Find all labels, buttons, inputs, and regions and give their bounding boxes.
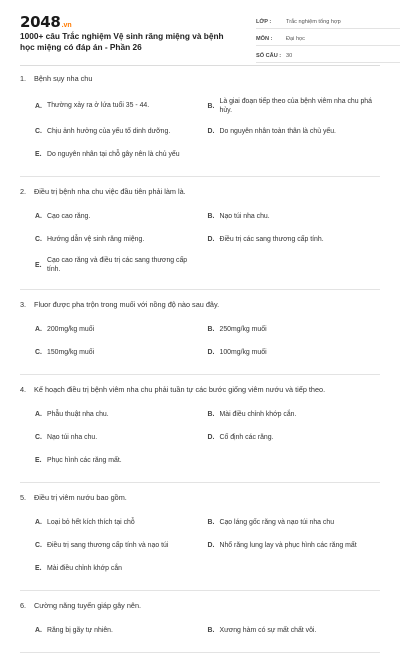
answer-letter: C.	[35, 434, 42, 441]
answer-text: Nhổ răng lung lay và phục hình các răng mất	[219, 541, 357, 549]
answer-text: Loại bỏ hết kích thích tại chỗ	[47, 518, 135, 526]
answer-option[interactable]	[208, 534, 381, 557]
answer-text: 250mg/kg muối	[219, 325, 267, 333]
answer-text: Là giai đoạn tiếp theo của bệnh viêm nha chu phá hủy.	[219, 97, 372, 114]
answer-option[interactable]	[35, 120, 208, 143]
answer-letter: D.	[207, 349, 215, 356]
answer-letter: C.	[35, 542, 42, 549]
answer-option[interactable]	[35, 403, 208, 426]
answer-letter: D.	[207, 542, 215, 549]
question-number: 1.	[20, 74, 27, 83]
answer-text: Mài điều chỉnh khớp cắn	[47, 564, 122, 572]
answer-text: Điều trị sang thương cấp tính và nạo túi	[47, 541, 169, 549]
meta-row	[256, 29, 400, 46]
answer-option[interactable]	[35, 205, 208, 228]
answer-option[interactable]	[208, 92, 381, 120]
answer-letter: A.	[35, 627, 42, 634]
answer-text: Cố định các răng.	[219, 433, 274, 441]
document-meta	[256, 12, 400, 63]
answer-letter: B.	[207, 213, 215, 220]
answer-option[interactable]	[35, 251, 208, 279]
document-title: 1000+ câu Trắc nghiệm Vệ sinh răng miệng và bệnh học miệng có đáp án - Phần 26	[20, 31, 224, 52]
question-text: Fluor được pha trộn trong muối với nồng độ nào sau đây.	[34, 300, 220, 309]
answer-option[interactable]	[208, 426, 381, 449]
answer-list	[20, 318, 380, 364]
answer-text: 100mg/kg muối	[219, 348, 267, 356]
answer-letter: B.	[207, 519, 215, 526]
meta-row	[256, 12, 400, 29]
meta-value: 30	[286, 53, 293, 59]
question-block	[20, 185, 380, 290]
answer-text: 200mg/kg muối	[47, 325, 95, 333]
answer-text: Do nguyên nhân toàn thân là chủ yếu.	[219, 127, 336, 135]
answer-letter: A.	[35, 326, 42, 333]
answer-letter: A.	[35, 519, 42, 526]
answer-list	[20, 92, 380, 166]
answer-letter: A.	[35, 411, 42, 418]
answer-option[interactable]	[35, 92, 208, 120]
answer-option[interactable]	[35, 511, 208, 534]
answer-option[interactable]	[35, 228, 208, 251]
question-header	[20, 298, 380, 312]
question-list	[20, 72, 380, 661]
question-number: 3.	[20, 300, 27, 309]
answer-letter: E.	[35, 151, 42, 158]
question-text: Cường năng tuyến giáp gây nên.	[34, 601, 142, 610]
meta-label: LỚP :	[256, 19, 272, 25]
answer-option[interactable]	[35, 341, 208, 364]
answer-letter: B.	[207, 627, 215, 634]
answer-text: Do nguyên nhân tại chỗ gây nên là chủ yếu	[47, 150, 180, 158]
answer-letter: C.	[35, 128, 42, 135]
question-header	[20, 599, 380, 613]
answer-option[interactable]	[208, 341, 381, 364]
question-block	[20, 383, 380, 483]
answer-text: Chịu ảnh hưởng của yếu tố dinh dưỡng.	[47, 127, 171, 135]
question-number: 5.	[20, 493, 27, 502]
answer-text: 150mg/kg muối	[47, 348, 95, 356]
answer-list	[20, 403, 380, 472]
logo-text: 2048	[20, 13, 61, 31]
question-number: 2.	[20, 187, 27, 196]
answer-text: Xương hàm có sự mất chất vôi.	[219, 626, 317, 634]
answer-option[interactable]	[208, 205, 381, 228]
logo-suffix: .vn	[61, 22, 72, 29]
question-number: 4.	[20, 385, 27, 394]
question-header	[20, 491, 380, 505]
answer-option[interactable]	[208, 403, 381, 426]
question-text: Điều trị viêm nướu bao gồm.	[34, 493, 127, 502]
answer-letter: B.	[207, 326, 215, 333]
question-header	[20, 72, 380, 86]
answer-letter: B.	[207, 411, 215, 418]
answer-text: Cạo cao răng và điều trị các sang thương cấp tính.	[47, 256, 188, 273]
meta-value: Trắc nghiệm tổng hợp	[286, 19, 341, 25]
answer-option[interactable]	[208, 619, 381, 642]
answer-letter: C.	[35, 349, 42, 356]
question-text: Bệnh sụy nha chu	[34, 74, 93, 83]
meta-label: SỐ CÂU :	[256, 53, 282, 59]
answer-option[interactable]	[208, 228, 381, 251]
answer-text: Hướng dẫn vệ sinh răng miệng.	[47, 235, 145, 243]
answer-list	[20, 205, 380, 279]
answer-text: Phục hình các răng mất.	[47, 456, 122, 464]
question-text: Điều trị bệnh nha chu việc đầu tiên phải làm là.	[34, 187, 186, 196]
answer-option[interactable]	[35, 143, 208, 166]
meta-label: MÔN :	[256, 36, 273, 42]
question-block	[20, 599, 380, 653]
question-number: 6.	[20, 601, 27, 610]
meta-row	[256, 46, 400, 63]
page-header	[20, 0, 380, 66]
answer-text: Mài điều chỉnh khớp cắn.	[219, 410, 297, 418]
question-block	[20, 72, 380, 177]
answer-letter: D.	[207, 236, 215, 243]
answer-text: Nạo túi nha chu.	[219, 212, 270, 220]
answer-letter: D.	[207, 434, 215, 441]
question-block	[20, 491, 380, 591]
answer-letter: D.	[207, 128, 215, 135]
answer-letter: A.	[35, 213, 42, 220]
answer-option[interactable]	[208, 318, 381, 341]
answer-letter: E.	[35, 565, 42, 572]
answer-letter: C.	[35, 236, 42, 243]
answer-letter: E.	[35, 261, 42, 269]
answer-text: Phẫu thuật nha chu.	[47, 410, 109, 418]
meta-value: Đại học	[286, 36, 305, 42]
answer-list	[20, 619, 380, 642]
answer-text: Thường xảy ra ở lứa tuổi 35 - 44.	[47, 102, 150, 110]
answer-text: Điều trị các sang thương cấp tính.	[219, 235, 324, 243]
answer-option[interactable]	[208, 511, 381, 534]
answer-option[interactable]	[35, 534, 208, 557]
answer-option[interactable]	[35, 619, 208, 642]
answer-option[interactable]	[208, 120, 381, 143]
question-block	[20, 298, 380, 375]
answer-text: Cạo cao răng.	[47, 212, 91, 220]
answer-option[interactable]	[35, 557, 208, 580]
answer-letter: B.	[207, 102, 215, 110]
answer-letter: A.	[35, 102, 42, 110]
answer-list	[20, 511, 380, 580]
answer-option[interactable]	[35, 426, 208, 449]
answer-text: Cạo láng gốc răng và nạo túi nha chu	[219, 518, 335, 526]
question-text: Kế hoạch điều trị bệnh viêm nha chu phải tuần tự các bước giống viêm nướu và tiếp theo.	[34, 385, 326, 394]
answer-text: Nạo túi nha chu.	[47, 433, 98, 441]
question-header	[20, 383, 380, 397]
answer-option[interactable]	[35, 449, 208, 472]
answer-text: Răng bị gãy tự nhiên.	[47, 626, 113, 634]
site-logo[interactable]	[20, 13, 72, 31]
answer-option[interactable]	[35, 318, 208, 341]
question-header	[20, 185, 380, 199]
answer-letter: E.	[35, 457, 42, 464]
